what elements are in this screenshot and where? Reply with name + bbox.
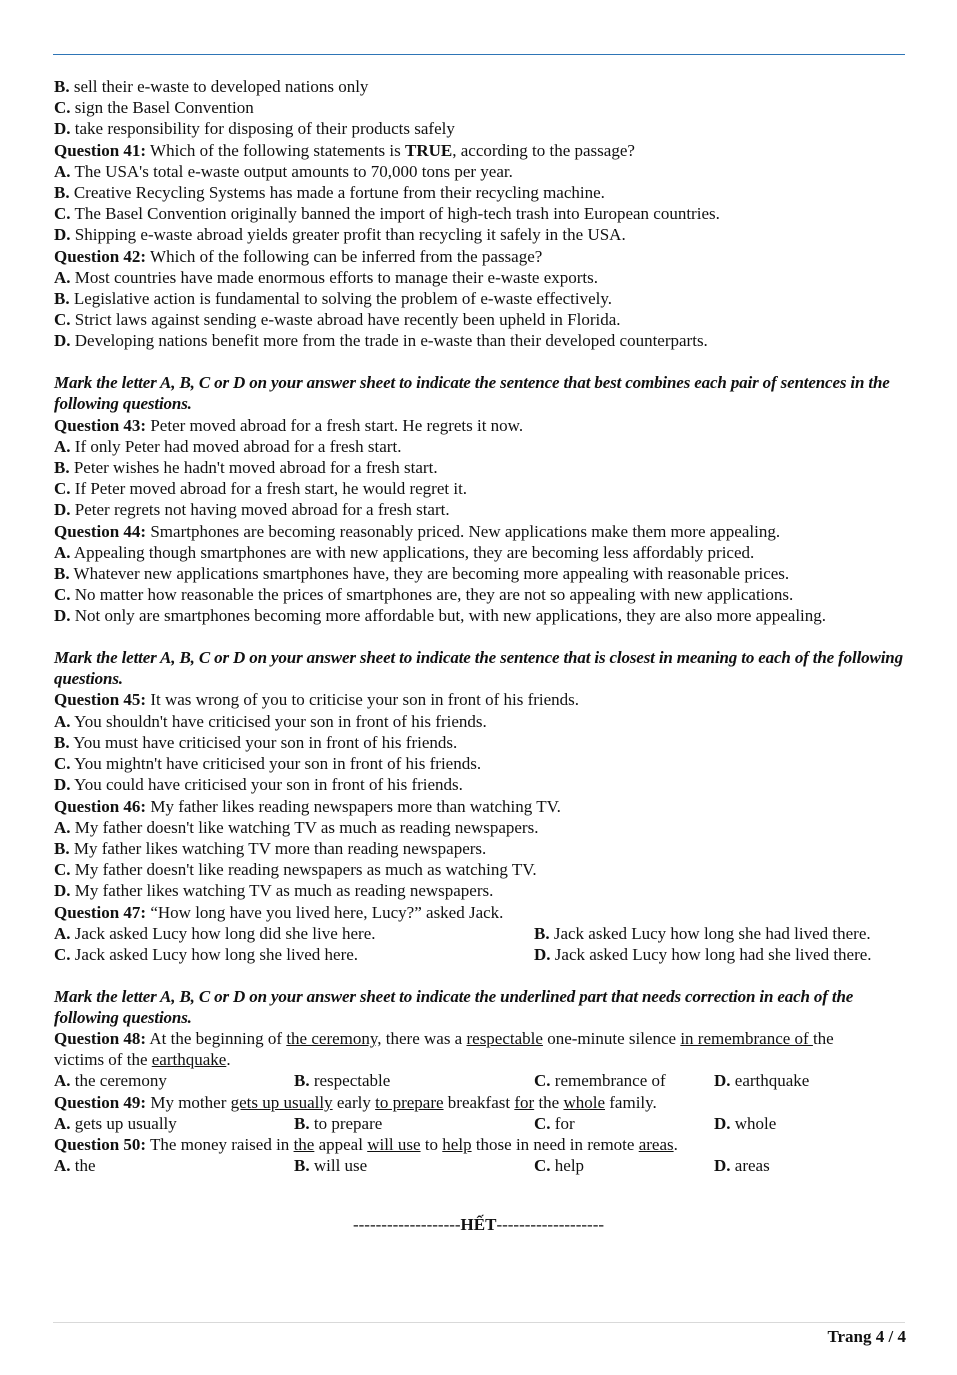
q44-option-d: D. Not only are smartphones becoming more affordable but, with new applications, they are also more appealing. [54,606,827,626]
q41-option-a: A. The USA's total e-waste output amounts to 70,000 tons per year. [54,161,513,181]
q50-stem: Question 50: The money raised in the appeal will use to help those in need in remote areas. [54,1135,678,1155]
q49-stem: Question 49: My mother gets up usually early to prepare breakfast for the whole family. [54,1092,657,1112]
q49-underline-b: to prepare [375,1092,444,1112]
q45-option-c: C. You mightn't have criticised your son in front of his friends. [54,754,482,774]
q43-stem: Question 43: Peter moved abroad for a fresh start. He regrets it now. [54,415,524,435]
page-number: Trang 4 / 4 [827,1327,906,1346]
q48-options [54,1070,912,1091]
q44-option-a: A. Appealing though smartphones are with new applications, they are becoming less affordably priced. [54,542,755,562]
exam-page-content [54,76,912,1176]
q43-option-d: D. Peter regrets not having moved abroad for a fresh start. [54,500,450,520]
q48-option-b: B. respectable [294,1071,391,1091]
q50-underline-c: help [442,1135,472,1155]
q44-option-c: C. No matter how reasonable the prices of smartphones are, they are not so appealing with new applications. [54,585,794,605]
q42-option-c: C. Strict laws against sending e-waste abroad have recently been upheld in Florida. [54,310,621,330]
q48-underline-a: the ceremony, [286,1029,382,1049]
q50-underline-b: will use [367,1135,421,1155]
q43-option-c: C. If Peter moved abroad for a fresh start, he would regret it. [54,479,468,499]
q41-option-c: C. The Basel Convention originally banned the import of high-tech trash into European countries. [54,204,720,224]
q50-underline-a: the [293,1135,315,1155]
q49-options [54,1113,912,1134]
q48-underline-c: in remembrance of [680,1029,813,1049]
q49-option-d: D. whole [714,1113,777,1133]
q42-stem: Question 42: Which of the following can be inferred from the passage? [54,246,543,266]
q47-options-row-2 [54,944,912,965]
q48-option-d: D. earthquake [714,1071,810,1091]
q48-stem-line-1: Question 48: At the beginning of the ceremony, there was a respectable one-minute silence in remembrance of the [54,1029,834,1049]
q41-stem: Question 41: Which of the following statements is TRUE, according to the passage? [54,140,635,160]
q48-option-c: C. remembrance of [534,1071,666,1091]
instruction-combine: Mark the letter A, B, C or D on your answer sheet to indicate the sentence that best combines each pair of sentences in the following questions. [54,373,890,414]
q40-option-d: D. take responsibility for disposing of their products safely [54,119,455,139]
q45-option-a: A. You shouldn't have criticised your son in front of his friends. [54,711,487,731]
q47-option-b: B. Jack asked Lucy how long she had lived there. [534,923,871,943]
q41-option-d: D. Shipping e-waste abroad yields greater profit than recycling it safely in the USA. [54,225,626,245]
instruction-closest: Mark the letter A, B, C or D on your answer sheet to indicate the sentence that is closest in meaning to each of the following questions. [54,648,903,689]
header-rule [53,54,905,55]
footer-rule [53,1322,905,1323]
q40-option-b: B. sell their e-waste to developed nations only [54,77,369,96]
q44-stem: Question 44: Smartphones are becoming reasonably priced. New applications make them more appealing. [54,521,781,541]
q48-underline-d: earthquake [151,1050,227,1070]
q47-option-d: D. Jack asked Lucy how long had she lived there. [534,944,872,964]
q43-option-b: B. Peter wishes he hadn't moved abroad for a fresh start. [54,457,438,477]
q46-option-a: A. My father doesn't like watching TV as much as reading newspapers. [54,817,539,837]
q45-option-d: D. You could have criticised your son in front of his friends. [54,775,463,795]
end-marker: -------------------HẾT------------------- [352,1215,605,1234]
q48-option-a: A. the ceremony [54,1071,167,1091]
q49-option-a: A. gets up usually [54,1113,177,1133]
q49-option-b: B. to prepare [294,1113,383,1133]
q46-stem: Question 46: My father likes reading newspapers more than watching TV. [54,796,561,816]
q50-option-b: B. will use [294,1156,368,1176]
q45-option-b: B. You must have criticised your son in front of his friends. [54,732,458,752]
q48-stem-line-2: victims of the earthquake. [54,1050,231,1070]
q49-underline-a: gets up usually [230,1092,333,1112]
q40-option-c: C. sign the Basel Convention [54,98,254,118]
q50-option-a: A. the [54,1156,96,1176]
q47-option-a: A. Jack asked Lucy how long did she live here. [54,923,376,943]
q50-underline-d: areas [638,1135,674,1155]
q47-stem: Question 47: “How long have you lived here, Lucy?” asked Jack. [54,902,504,922]
q46-option-b: B. My father likes watching TV more than reading newspapers. [54,838,487,858]
q42-option-b: B. Legislative action is fundamental to solving the problem of e-waste effectively. [54,289,613,309]
q46-option-c: C. My father doesn't like reading newspapers as much as watching TV. [54,860,537,880]
q47-options-row-1 [54,923,912,944]
q48-underline-b: respectable [466,1029,543,1049]
q47-option-c: C. Jack asked Lucy how long she lived here. [54,944,359,964]
q50-option-c: C. help [534,1156,585,1176]
q50-option-d: D. areas [714,1156,770,1176]
q41-option-b: B. Creative Recycling Systems has made a fortune from their recycling machine. [54,183,605,203]
q49-option-c: C. for [534,1113,575,1133]
q49-underline-c: for [514,1092,535,1112]
q45-stem: Question 45: It was wrong of you to criticise your son in front of his friends. [54,690,580,710]
q49-underline-d: whole [563,1092,606,1112]
q42-option-d: D. Developing nations benefit more from the trade in e-waste than their developed counterparts. [54,331,708,351]
q46-option-d: D. My father likes watching TV as much as reading newspapers. [54,881,494,901]
q44-option-b: B. Whatever new applications smartphones have, they are becoming more appealing with reasonable prices. [54,563,790,583]
instruction-correction: Mark the letter A, B, C or D on your answer sheet to indicate the underlined part that needs correction in each of the following questions. [54,986,854,1027]
q43-option-a: A. If only Peter had moved abroad for a fresh start. [54,436,402,456]
q50-options [54,1155,912,1176]
q42-option-a: A. Most countries have made enormous efforts to manage their e-waste exports. [54,267,599,287]
